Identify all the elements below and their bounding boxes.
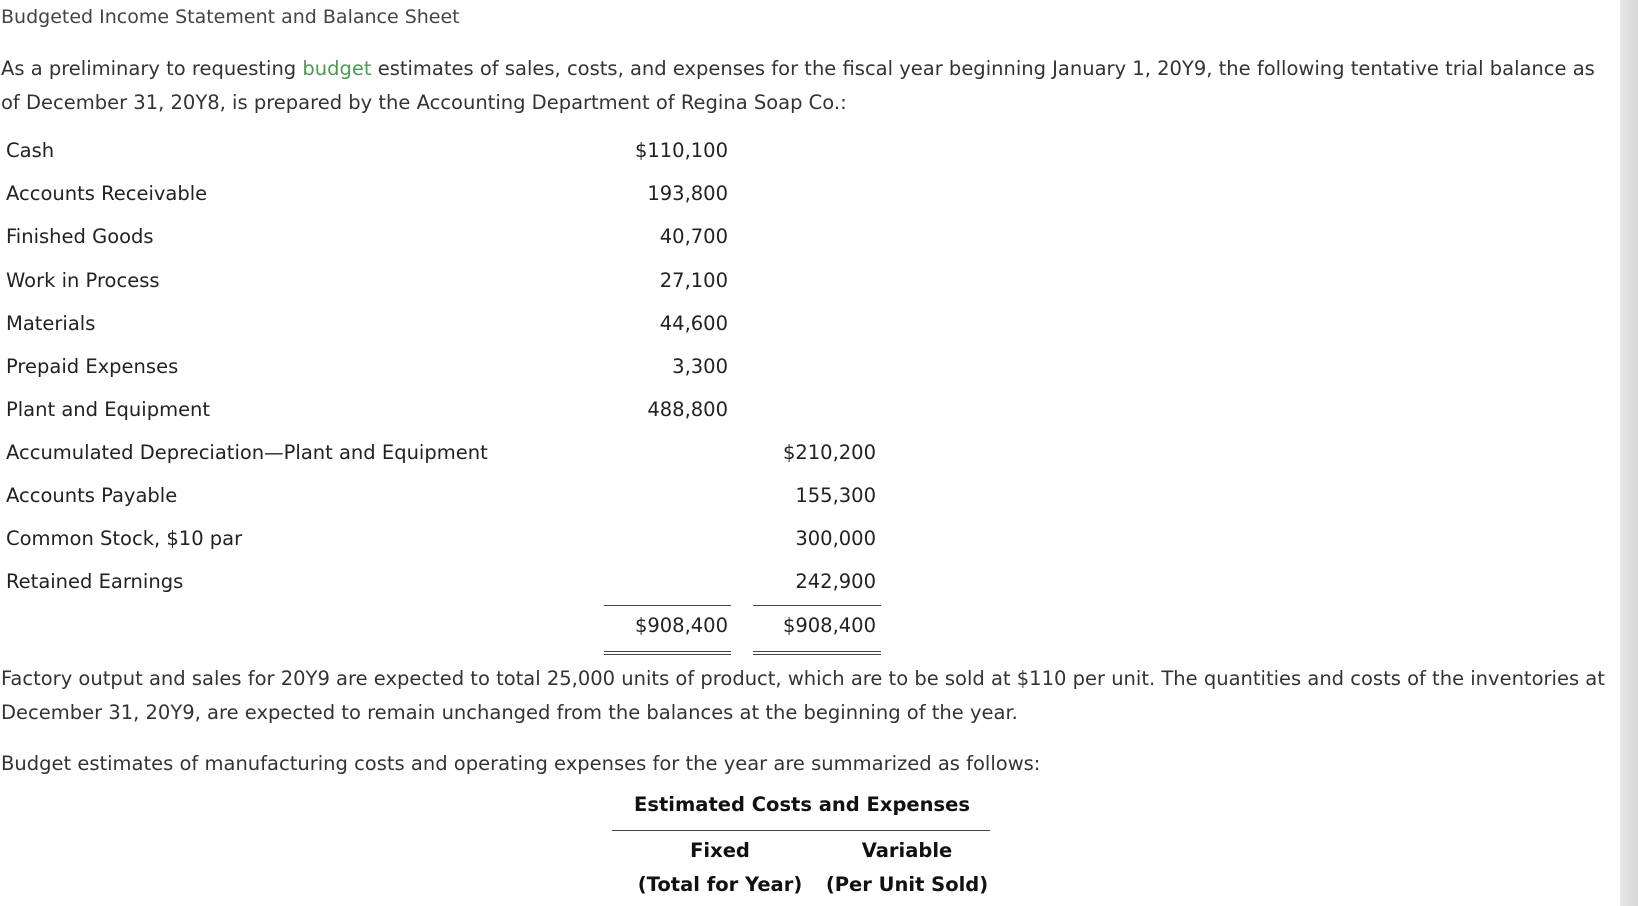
debit-amount: $110,100 xyxy=(634,139,728,162)
variable-header-line2: (Per Unit Sold) xyxy=(825,873,989,896)
debit-amount: 44,600 xyxy=(659,312,728,335)
debit-amount: 3,300 xyxy=(672,355,728,378)
fixed-header-line1: Fixed xyxy=(690,839,750,862)
debit-total: $908,400 xyxy=(634,614,728,637)
credit-double-rule xyxy=(753,651,881,655)
credit-amount: 242,900 xyxy=(795,570,876,593)
intro-paragraph xyxy=(1,52,1616,119)
account-name: Prepaid Expenses xyxy=(6,355,179,378)
account-name: Common Stock, $10 par xyxy=(6,527,243,550)
intro-text-end: estimates of sales, costs, and expenses for the fiscal year beginning January 1, 20Y9, the following tentative trial balance as of December 31, 20Y8, is prepared by the Accounting Department of Regina Soap Co.: xyxy=(1,57,1595,114)
account-name: Plant and Equipment xyxy=(6,398,211,421)
account-name: Finished Goods xyxy=(6,225,154,248)
account-name: Work in Process xyxy=(6,269,160,292)
credit-amount: 155,300 xyxy=(795,484,876,507)
page-title: Budgeted Income Statement and Balance Sheet xyxy=(1,6,460,28)
debit-amount: 193,800 xyxy=(647,182,728,205)
debit-amount: 27,100 xyxy=(659,269,728,292)
credit-total: $908,400 xyxy=(782,614,876,637)
account-name: Materials xyxy=(6,312,96,335)
page-scrollbar[interactable] xyxy=(1620,0,1638,906)
credit-amount: 300,000 xyxy=(795,527,876,550)
budget-estimates-paragraph: Budget estimates of manufacturing costs and operating expenses for the year are summarized as follows: xyxy=(1,752,1041,775)
variable-header-line1: Variable xyxy=(861,839,953,862)
credit-total-rule xyxy=(753,605,881,606)
account-name: Cash xyxy=(6,139,55,162)
debit-amount: 488,800 xyxy=(647,398,728,421)
credit-amount: $210,200 xyxy=(782,441,876,464)
intro-text-start: As a preliminary to requesting xyxy=(1,57,303,80)
account-name: Accounts Payable xyxy=(6,484,178,507)
costs-table-heading: Estimated Costs and Expenses xyxy=(634,793,970,816)
account-name: Accounts Receivable xyxy=(6,182,208,205)
factory-output-paragraph: Factory output and sales for 20Y9 are expected to total 25,000 units of product, which are to be sold at $110 per unit. The quantities and costs of the inventories at December 31, 20Y9, are expected to remain unchanged from the balances at the beginning of the year. xyxy=(1,667,1605,724)
fixed-column-header xyxy=(616,834,824,902)
fixed-header-line2: (Total for Year) xyxy=(637,873,803,896)
budget-glossary-link[interactable]: budget xyxy=(302,57,372,80)
variable-column-header xyxy=(808,834,1006,902)
debit-total-rule xyxy=(604,605,731,606)
debit-amount: 40,700 xyxy=(659,225,728,248)
account-name: Retained Earnings xyxy=(6,570,184,593)
costs-heading-rule xyxy=(612,830,990,831)
account-name: Accumulated Depreciation—Plant and Equipment xyxy=(6,441,488,464)
debit-double-rule xyxy=(604,651,731,655)
